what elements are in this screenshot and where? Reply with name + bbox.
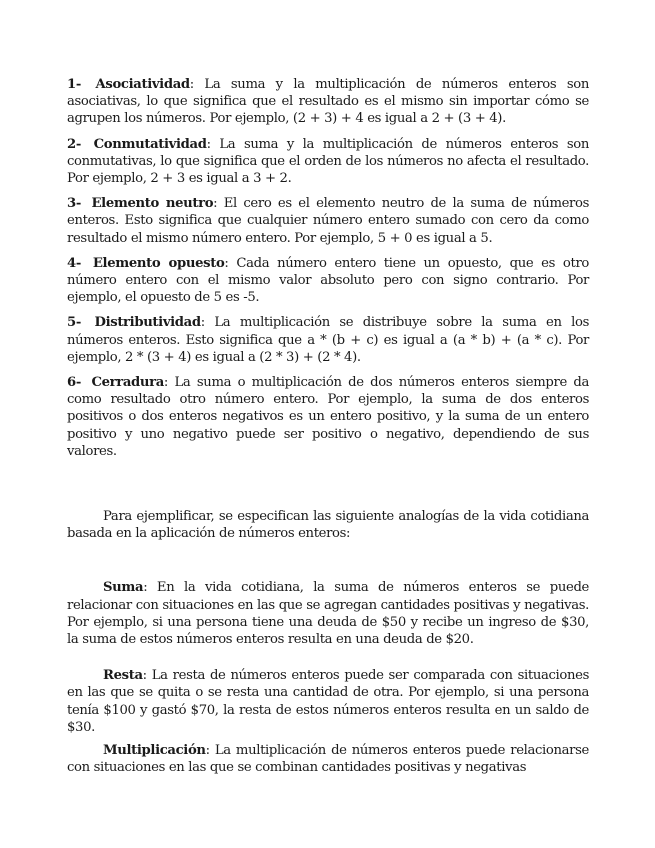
property-text: : La suma o multiplicación de dos números enteros siempre da como resultado otro número entero. Por ejemplo, la suma de dos enteros positivos o dos enteros negativos es un entero positivo, y la suma de un entero positivo y uno negativo puede ser positivo o negativo, dependiendo de sus valores. <box>67 375 589 459</box>
property-asociatividad <box>67 76 589 128</box>
analogy-suma <box>67 579 589 648</box>
property-text: : La suma y la multiplicación de números enteros son asociativas, lo que significa que el resultado es el mismo sin importar cómo se agrupen los números. Por ejemplo, (2 + 3) + 4 es igual a 2 + (3 + 4). <box>67 77 590 127</box>
property-term: Cerradura <box>91 375 164 391</box>
analogy-term: Resta <box>103 668 143 684</box>
property-number: 1- <box>67 77 81 92</box>
property-term: Elemento opuesto <box>92 255 225 271</box>
property-number: 6- <box>67 375 81 391</box>
property-number: 3- <box>67 196 81 212</box>
intro-paragraph: Para ejemplificar, se especifican las siguiente analogías de la vida cotidiana basada en la aplicación de números enteros: <box>67 509 589 542</box>
property-term: Conmutatividad <box>93 136 207 152</box>
property-elemento-neutro <box>67 195 589 247</box>
property-term: Distributividad <box>94 315 201 331</box>
analogy-text: : La multiplicación de números enteros puede relacionarse con situaciones en las que se combinan cantidades positivas y negativas <box>67 743 589 776</box>
analogy-term: Multiplicación <box>103 743 206 759</box>
property-text: : La suma y la multiplicación de números enteros son conmutativas, lo que significa que el orden de los números no afecta el resultado. Por ejemplo, 2 + 3 es igual a 3 + 2. <box>67 136 590 187</box>
property-term: Asociatividad <box>95 77 190 92</box>
analogy-term: Suma <box>103 580 144 596</box>
property-conmutatividad <box>67 136 589 188</box>
analogy-multiplicacion <box>67 742 589 776</box>
property-elemento-opuesto <box>67 255 589 307</box>
property-number: 2- <box>67 136 81 152</box>
property-number: 4- <box>67 255 81 271</box>
property-distributividad <box>67 314 589 366</box>
property-text: : El cero es el elemento neutro de la suma de números enteros. Esto significa que cualquier número entero sumado con cero da como resultado el mismo número entero. Por ejemplo, 5 + 0 es igual a 5. <box>67 196 590 246</box>
analogy-resta <box>67 667 589 736</box>
property-cerradura <box>67 374 589 460</box>
property-number: 5- <box>67 315 81 331</box>
property-text: : La multiplicación se distribuye sobre la suma en los números enteros. Esto significa que a * (b + c) es igual a (a * b) + (a * c). Por ejemplo, 2 * (3 + 4) es igual a (2 * 3) + (2 * 4). <box>67 315 590 365</box>
analogy-text: : En la vida cotidiana, la suma de números enteros se puede relacionar con situaciones en las que se agregan cantidades positivas y negativas. Por ejemplo, si una persona tiene una deuda de $50 y recibe un ingreso de $30, la suma de estos números enteros resulta en una deuda de $20. <box>67 580 589 648</box>
property-text: : Cada número entero tiene un opuesto, que es otro número entero con el mismo valor absoluto pero con signo contrario. Por ejemplo, el opuesto de 5 es -5. <box>67 255 590 306</box>
analogy-text: : La resta de números enteros puede ser comparada con situaciones en las que se quita o se resta una cantidad de otra. Por ejemplo, si una persona tenía $100 y gastó $70, la resta de estos números enteros resulta en un saldo de $30. <box>67 668 589 735</box>
property-term: Elemento neutro <box>91 196 214 212</box>
